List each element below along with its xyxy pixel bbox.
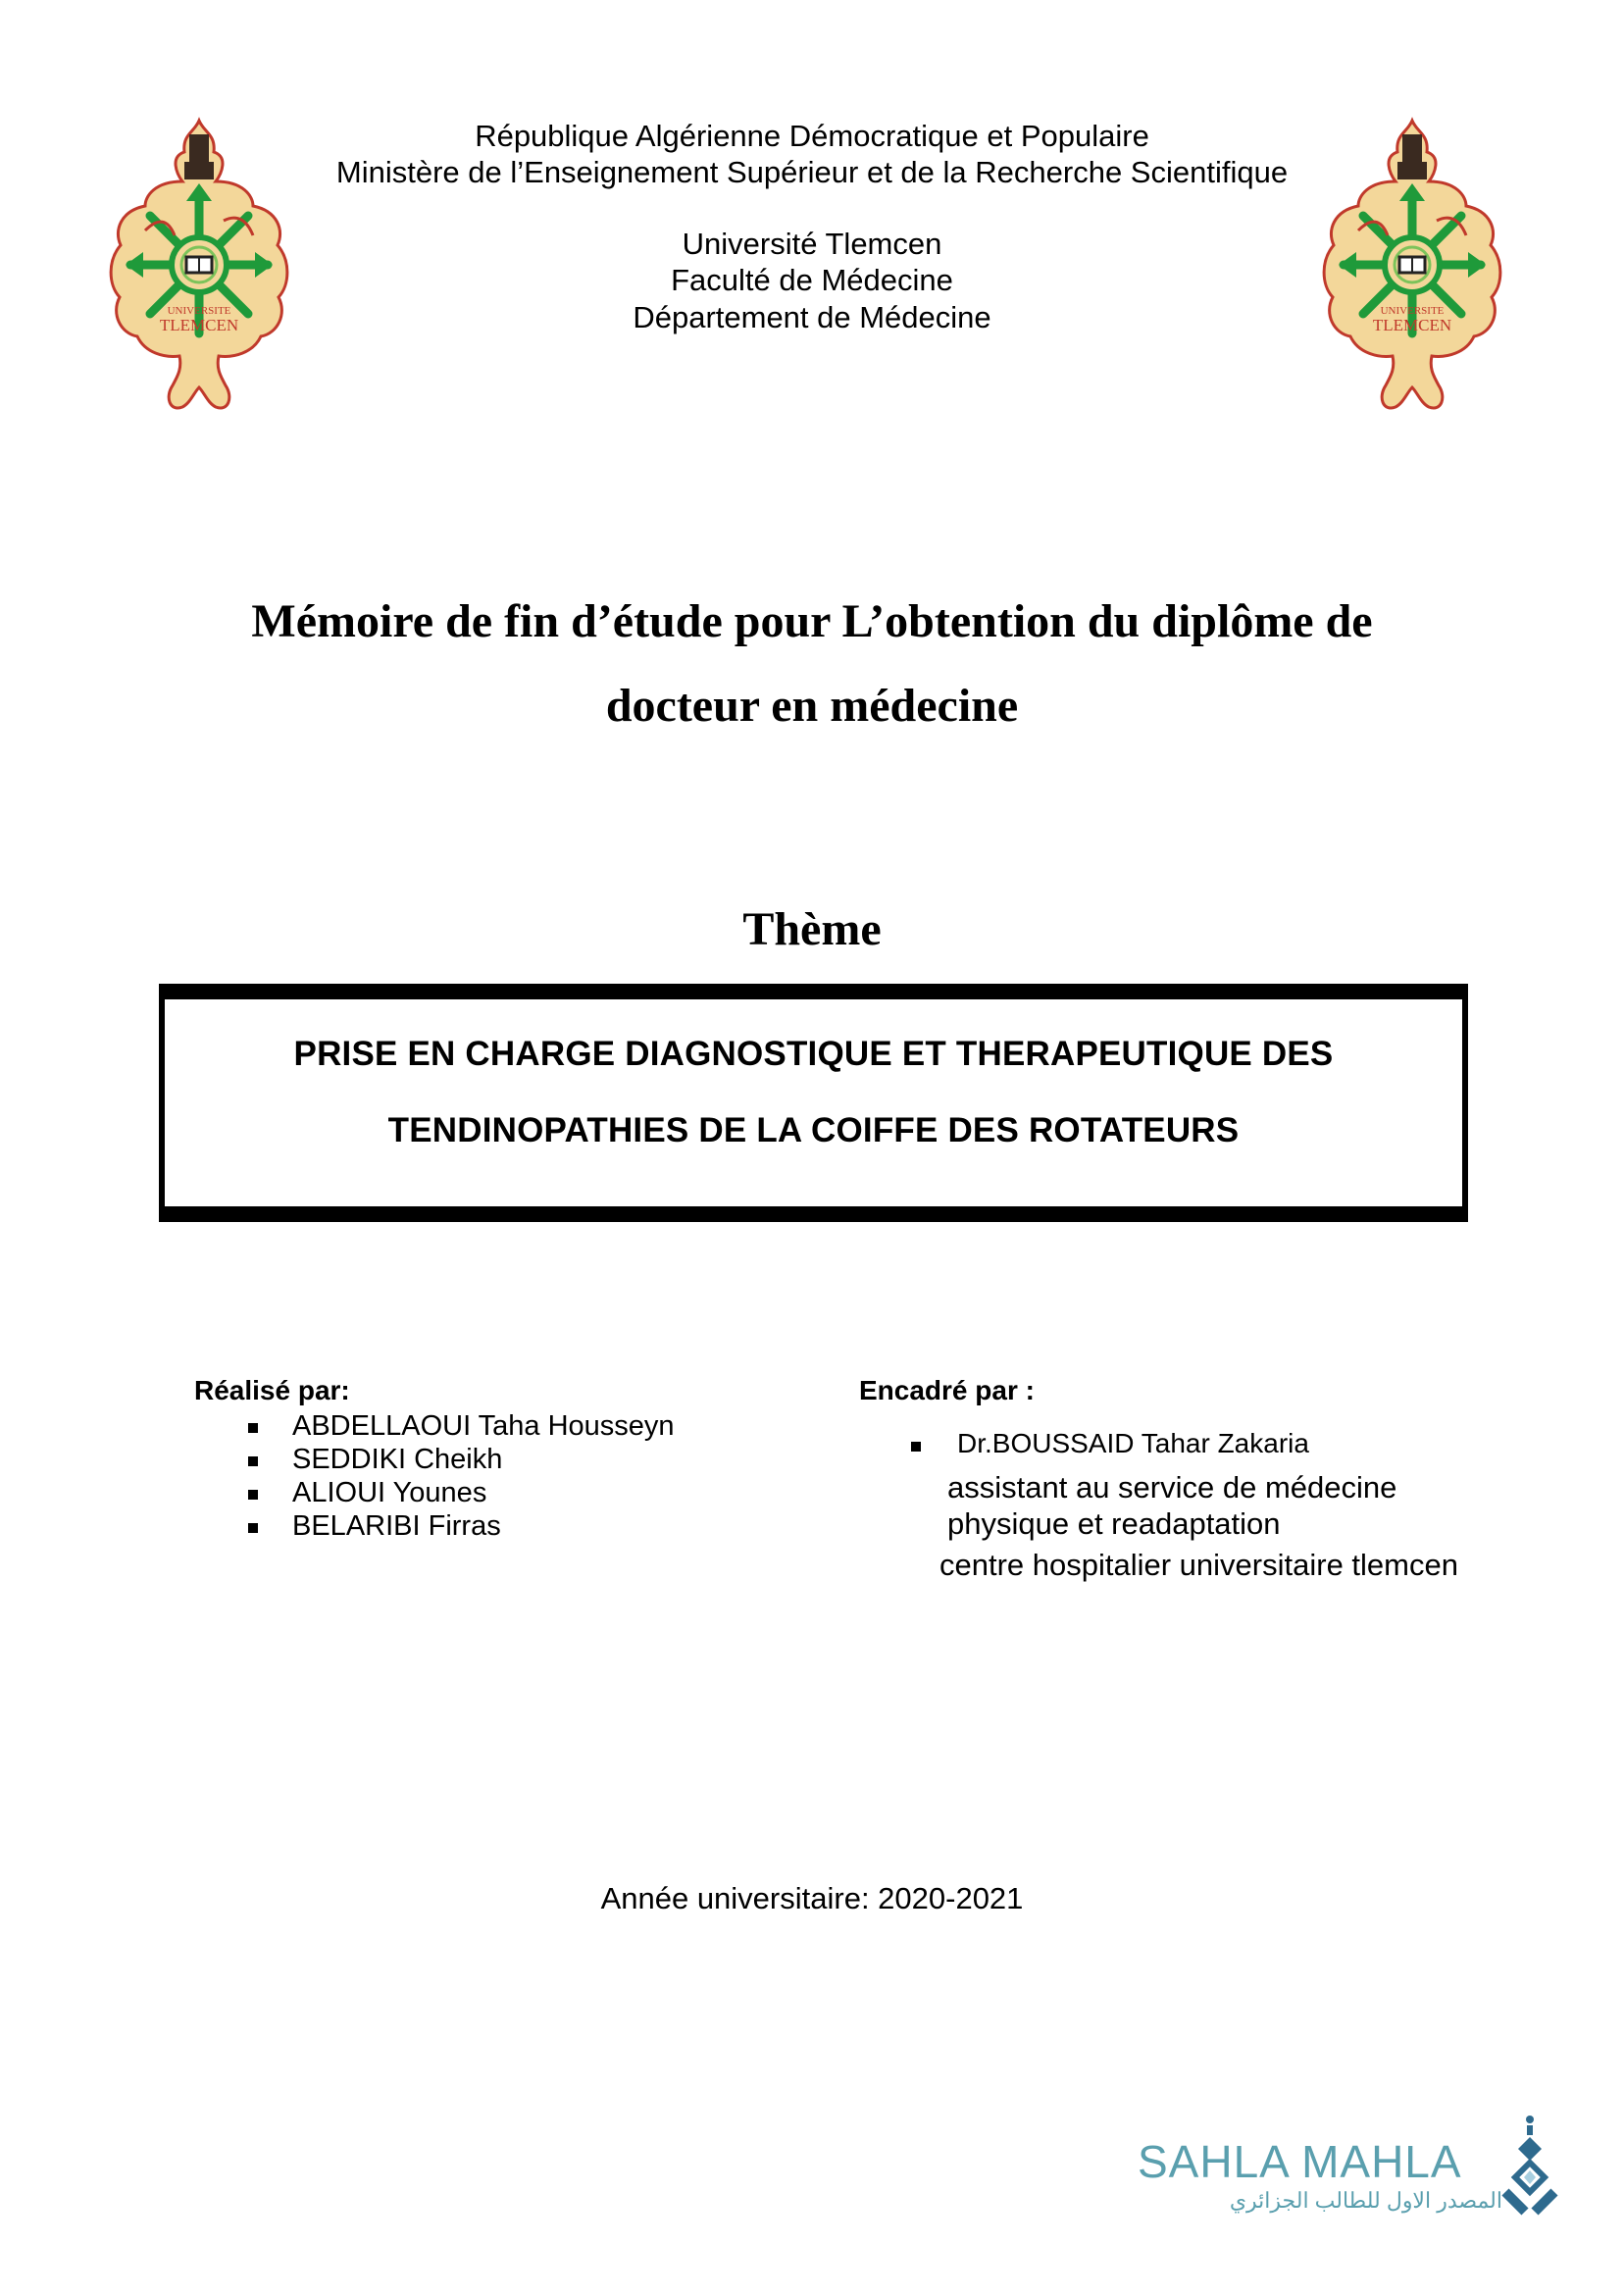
author-name: BELARIBI Firras bbox=[292, 1510, 501, 1542]
author-name: ABDELLAOUI Taha Housseyn bbox=[292, 1410, 675, 1442]
square-bullet-icon bbox=[248, 1523, 258, 1533]
faculty-heading: Faculté de Médecine bbox=[671, 263, 953, 297]
author-name: SEDDIKI Cheikh bbox=[292, 1444, 503, 1475]
theme-title-line-1: PRISE EN CHARGE DIAGNOSTIQUE ET THERAPEUTIQUE DES bbox=[293, 1035, 1334, 1073]
sahla-mahla-logo-icon bbox=[1500, 2114, 1559, 2226]
republic-heading: République Algérienne Démocratique et Populaire bbox=[475, 119, 1149, 153]
square-bullet-icon bbox=[248, 1456, 258, 1466]
watermark-brand: SAHLA MAHLA bbox=[1138, 2136, 1462, 2187]
svg-text:UNIVERSITE: UNIVERSITE bbox=[167, 305, 231, 317]
theme-box bbox=[159, 984, 1468, 1222]
academic-year: Année universitaire: 2020-2021 bbox=[600, 1881, 1024, 1915]
supervisor-role-line-2: physique et readaptation bbox=[947, 1506, 1281, 1541]
document-title-line-1: Mémoire de fin d’étude pour L’obtention du diplôme de bbox=[251, 595, 1373, 647]
sahla-mahla-watermark bbox=[1138, 2114, 1549, 2231]
supervisor-institution: centre hospitalier universitaire tlemcen bbox=[939, 1548, 1458, 1582]
theme-label: Thème bbox=[742, 903, 882, 955]
square-bullet-icon bbox=[248, 1490, 258, 1500]
ministry-heading: Ministère de l’Enseignement Supérieur et de la Recherche Scientifique bbox=[335, 155, 1289, 189]
square-bullet-icon bbox=[248, 1423, 258, 1433]
svg-text:TLEMCEN: TLEMCEN bbox=[159, 316, 239, 334]
department-heading: Département de Médecine bbox=[633, 300, 991, 334]
supervisor-role-line-1: assistant au service de médecine bbox=[947, 1470, 1397, 1504]
supervisor-name: Dr.BOUSSAID Tahar Zakaria bbox=[957, 1428, 1309, 1458]
square-bullet-icon bbox=[911, 1442, 921, 1452]
theme-title-line-2: TENDINOPATHIES DE LA COIFFE DES ROTATEURS bbox=[387, 1111, 1240, 1149]
authors-label: Réalisé par: bbox=[194, 1375, 350, 1405]
document-title-line-2: docteur en médecine bbox=[605, 680, 1019, 732]
supervisor-label: Encadré par : bbox=[859, 1375, 1035, 1405]
author-name: ALIOUI Younes bbox=[292, 1477, 487, 1508]
svg-text:UNIVERSITE: UNIVERSITE bbox=[1380, 305, 1445, 317]
university-heading: Université Tlemcen bbox=[682, 227, 942, 261]
watermark-tagline: المصدر الاول للطالب الجزائري bbox=[1229, 2188, 1502, 2213]
svg-text:TLEMCEN: TLEMCEN bbox=[1372, 316, 1452, 334]
